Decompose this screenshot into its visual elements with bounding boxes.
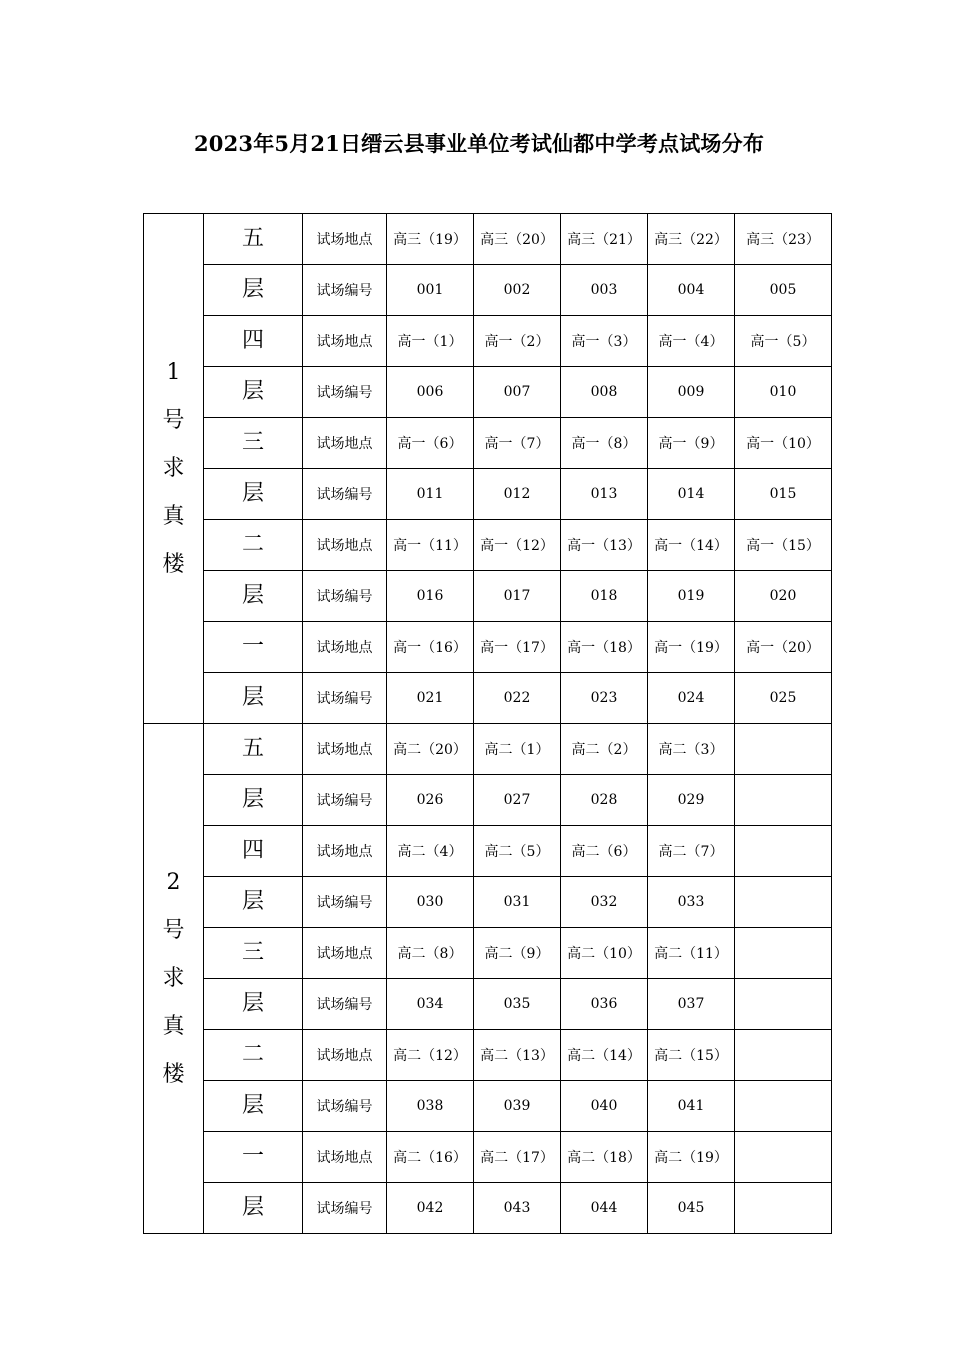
location-row — [144, 316, 832, 367]
room-number-cell — [735, 979, 832, 1030]
room-location-cell: 高二（17） — [474, 1132, 561, 1183]
room-location-cell: 高二（5） — [474, 826, 561, 877]
location-row — [144, 622, 832, 673]
room-location-cell: 高三（20） — [474, 214, 561, 265]
room-location-cell: 高一（16） — [387, 622, 474, 673]
room-number-cell: 024 — [648, 673, 735, 724]
number-label: 试场编号 — [303, 1183, 387, 1234]
room-number-cell: 023 — [561, 673, 648, 724]
floor-label: 层 — [204, 775, 303, 826]
floor-label: 层 — [204, 469, 303, 520]
room-number-cell: 006 — [387, 367, 474, 418]
number-label: 试场编号 — [303, 673, 387, 724]
location-label: 试场地点 — [303, 316, 387, 367]
room-number-cell: 029 — [648, 775, 735, 826]
number-label: 试场编号 — [303, 1081, 387, 1132]
location-row — [144, 724, 832, 775]
room-location-cell — [735, 1132, 832, 1183]
floor-label: 层 — [204, 265, 303, 316]
room-number-cell: 018 — [561, 571, 648, 622]
room-number-cell: 019 — [648, 571, 735, 622]
room-number-cell: 004 — [648, 265, 735, 316]
building-name-char: 2 — [166, 869, 181, 895]
number-label: 试场编号 — [303, 265, 387, 316]
building-name-char: 号 — [162, 407, 185, 433]
room-number-cell — [735, 775, 832, 826]
building-name-char: 真 — [162, 503, 185, 529]
room-number-cell: 035 — [474, 979, 561, 1030]
room-location-cell: 高一（2） — [474, 316, 561, 367]
number-row — [144, 367, 832, 418]
floor-label: 层 — [204, 673, 303, 724]
room-number-cell: 001 — [387, 265, 474, 316]
room-number-cell: 028 — [561, 775, 648, 826]
building-name-char: 求 — [162, 455, 185, 481]
room-location-cell: 高三（22） — [648, 214, 735, 265]
room-location-cell: 高一（3） — [561, 316, 648, 367]
room-location-cell: 高二（8） — [387, 928, 474, 979]
room-number-cell: 044 — [561, 1183, 648, 1234]
room-number-cell: 036 — [561, 979, 648, 1030]
floor-label: 四 — [204, 826, 303, 877]
room-location-cell: 高二（12） — [387, 1030, 474, 1081]
room-location-cell: 高二（4） — [387, 826, 474, 877]
location-label: 试场地点 — [303, 724, 387, 775]
room-location-cell: 高一（9） — [648, 418, 735, 469]
location-row — [144, 928, 832, 979]
room-number-cell: 037 — [648, 979, 735, 1030]
document-title: 2023年5月21日缙云县事业单位考试仙都中学考点试场分布 — [193, 131, 765, 156]
floor-label: 二 — [204, 520, 303, 571]
location-row — [144, 520, 832, 571]
room-location-cell — [735, 826, 832, 877]
room-location-cell: 高一（8） — [561, 418, 648, 469]
room-location-cell — [735, 1030, 832, 1081]
number-label: 试场编号 — [303, 979, 387, 1030]
room-location-cell: 高三（19） — [387, 214, 474, 265]
room-number-cell: 016 — [387, 571, 474, 622]
room-location-cell — [735, 928, 832, 979]
room-location-cell: 高一（6） — [387, 418, 474, 469]
floor-label: 五 — [204, 724, 303, 775]
floor-label: 层 — [204, 367, 303, 418]
room-number-cell: 034 — [387, 979, 474, 1030]
floor-label: 层 — [204, 1183, 303, 1234]
floor-label: 五 — [204, 214, 303, 265]
location-label: 试场地点 — [303, 520, 387, 571]
number-row — [144, 1183, 832, 1234]
location-label: 试场地点 — [303, 826, 387, 877]
location-row — [144, 826, 832, 877]
room-number-cell: 011 — [387, 469, 474, 520]
room-location-cell: 高三（23） — [735, 214, 832, 265]
room-location-cell: 高一（17） — [474, 622, 561, 673]
room-location-cell: 高二（16） — [387, 1132, 474, 1183]
room-number-cell: 045 — [648, 1183, 735, 1234]
floor-label: 三 — [204, 928, 303, 979]
location-label: 试场地点 — [303, 928, 387, 979]
room-number-cell: 007 — [474, 367, 561, 418]
room-number-cell: 020 — [735, 571, 832, 622]
room-number-cell: 041 — [648, 1081, 735, 1132]
number-row — [144, 673, 832, 724]
number-row — [144, 265, 832, 316]
room-location-cell: 高一（20） — [735, 622, 832, 673]
room-number-cell: 014 — [648, 469, 735, 520]
floor-label: 层 — [204, 571, 303, 622]
floor-label: 三 — [204, 418, 303, 469]
room-location-cell: 高一（12） — [474, 520, 561, 571]
location-label: 试场地点 — [303, 418, 387, 469]
room-location-cell: 高二（15） — [648, 1030, 735, 1081]
room-location-cell: 高二（10） — [561, 928, 648, 979]
building-name-char: 真 — [162, 1013, 185, 1039]
room-number-cell: 022 — [474, 673, 561, 724]
room-number-cell: 005 — [735, 265, 832, 316]
room-number-cell: 033 — [648, 877, 735, 928]
room-location-cell: 高一（10） — [735, 418, 832, 469]
room-location-cell: 高二（19） — [648, 1132, 735, 1183]
number-row — [144, 1081, 832, 1132]
building-name-char: 求 — [162, 965, 185, 991]
room-number-cell: 003 — [561, 265, 648, 316]
location-label: 试场地点 — [303, 1132, 387, 1183]
location-row — [144, 214, 832, 265]
room-number-cell: 040 — [561, 1081, 648, 1132]
room-location-cell: 高一（18） — [561, 622, 648, 673]
room-location-cell: 高二（11） — [648, 928, 735, 979]
room-number-cell — [735, 1183, 832, 1234]
floor-label: 层 — [204, 979, 303, 1030]
location-label: 试场地点 — [303, 1030, 387, 1081]
room-location-cell — [735, 724, 832, 775]
number-label: 试场编号 — [303, 469, 387, 520]
room-location-cell: 高一（15） — [735, 520, 832, 571]
room-number-cell: 015 — [735, 469, 832, 520]
room-location-cell: 高二（14） — [561, 1030, 648, 1081]
room-number-cell: 012 — [474, 469, 561, 520]
room-number-cell — [735, 1081, 832, 1132]
number-row — [144, 877, 832, 928]
room-number-cell: 031 — [474, 877, 561, 928]
room-location-cell: 高三（21） — [561, 214, 648, 265]
floor-label: 二 — [204, 1030, 303, 1081]
room-number-cell: 026 — [387, 775, 474, 826]
number-label: 试场编号 — [303, 877, 387, 928]
room-number-cell: 009 — [648, 367, 735, 418]
floor-label: 层 — [204, 877, 303, 928]
room-number-cell: 043 — [474, 1183, 561, 1234]
number-row — [144, 571, 832, 622]
number-row — [144, 775, 832, 826]
room-number-cell: 025 — [735, 673, 832, 724]
floor-label: 层 — [204, 1081, 303, 1132]
room-location-cell: 高二（9） — [474, 928, 561, 979]
room-location-cell: 高二（20） — [387, 724, 474, 775]
room-number-cell: 008 — [561, 367, 648, 418]
room-location-cell: 高一（7） — [474, 418, 561, 469]
building-name-char: 号 — [162, 917, 185, 943]
room-location-cell: 高二（1） — [474, 724, 561, 775]
room-number-cell: 030 — [387, 877, 474, 928]
location-row — [144, 418, 832, 469]
building-name — [144, 724, 204, 1234]
location-row — [144, 1030, 832, 1081]
floor-label: 一 — [204, 1132, 303, 1183]
room-location-cell: 高一（19） — [648, 622, 735, 673]
room-location-cell: 高一（11） — [387, 520, 474, 571]
room-location-cell: 高一（4） — [648, 316, 735, 367]
room-location-cell: 高一（13） — [561, 520, 648, 571]
number-label: 试场编号 — [303, 571, 387, 622]
number-row — [144, 979, 832, 1030]
room-location-cell: 高二（6） — [561, 826, 648, 877]
room-number-cell: 013 — [561, 469, 648, 520]
room-location-cell: 高二（13） — [474, 1030, 561, 1081]
room-location-cell: 高二（7） — [648, 826, 735, 877]
number-label: 试场编号 — [303, 775, 387, 826]
room-number-cell: 017 — [474, 571, 561, 622]
room-number-cell: 042 — [387, 1183, 474, 1234]
location-label: 试场地点 — [303, 622, 387, 673]
floor-label: 一 — [204, 622, 303, 673]
room-location-cell: 高二（3） — [648, 724, 735, 775]
building-name-char: 1 — [166, 359, 181, 385]
floor-label: 四 — [204, 316, 303, 367]
building-name — [144, 214, 204, 724]
room-number-cell: 032 — [561, 877, 648, 928]
room-number-cell: 002 — [474, 265, 561, 316]
room-number-cell: 027 — [474, 775, 561, 826]
room-location-cell: 高二（18） — [561, 1132, 648, 1183]
location-row — [144, 1132, 832, 1183]
building-name-char: 楼 — [162, 1061, 185, 1087]
room-location-cell: 高一（1） — [387, 316, 474, 367]
room-location-cell: 高一（14） — [648, 520, 735, 571]
room-number-cell: 039 — [474, 1081, 561, 1132]
room-number-cell: 038 — [387, 1081, 474, 1132]
room-number-cell: 021 — [387, 673, 474, 724]
room-number-cell: 010 — [735, 367, 832, 418]
number-label: 试场编号 — [303, 367, 387, 418]
number-row — [144, 469, 832, 520]
room-number-cell — [735, 877, 832, 928]
location-label: 试场地点 — [303, 214, 387, 265]
room-location-cell: 高一（5） — [735, 316, 832, 367]
exam-room-table — [143, 213, 832, 1234]
building-name-char: 楼 — [162, 551, 185, 577]
room-location-cell: 高二（2） — [561, 724, 648, 775]
